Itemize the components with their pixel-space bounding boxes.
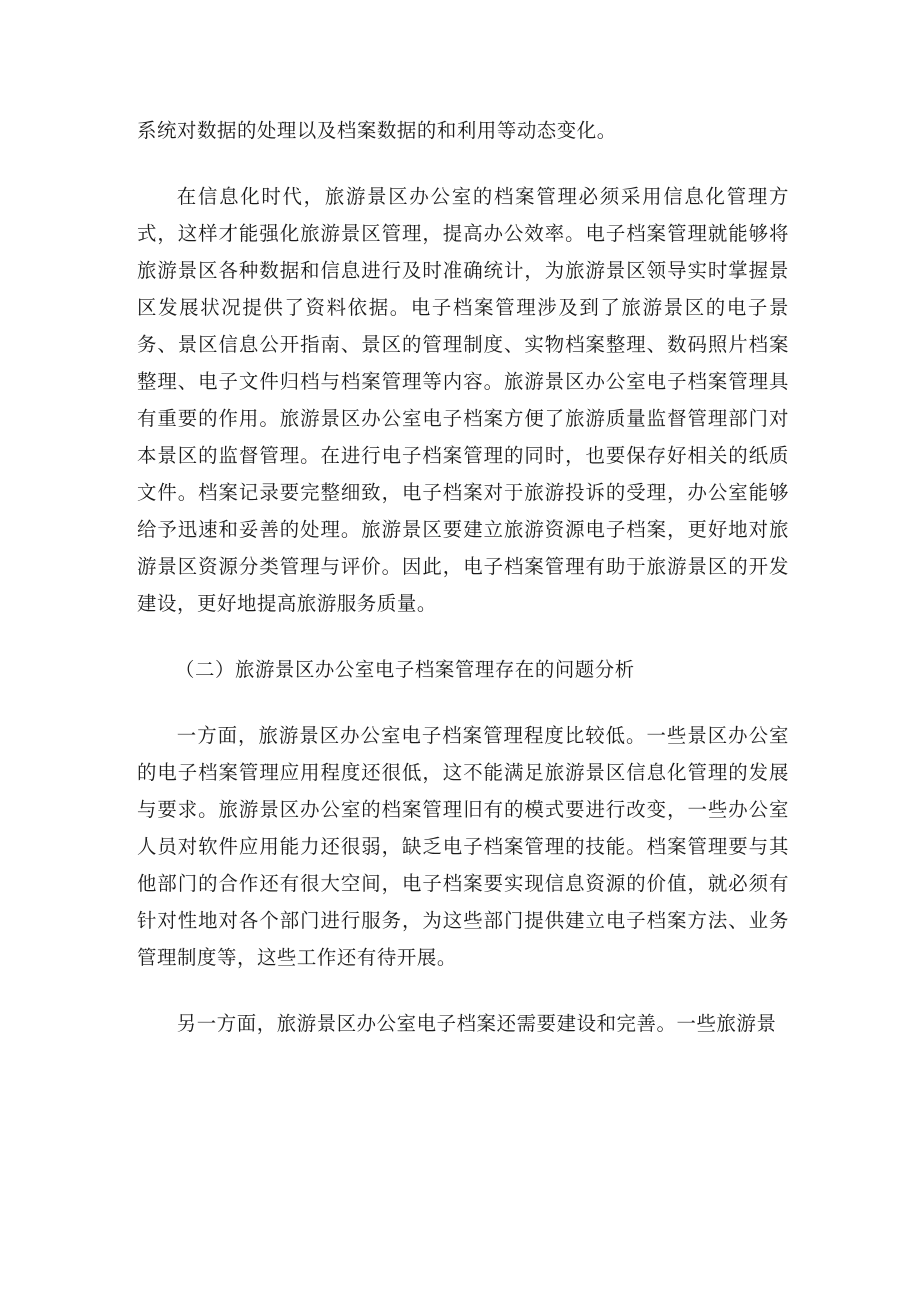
paragraph-continuation: 系统对数据的处理以及档案数据的和利用等动态变化。	[137, 119, 617, 142]
document-body	[137, 112, 789, 1042]
section-heading: （二）旅游景区办公室电子档案管理存在的问题分析	[175, 658, 635, 681]
paragraph-problem-two: 另一方面，旅游景区办公室电子档案还需要建设和完善。一些旅游景	[176, 1012, 777, 1035]
paragraph-problem-one: 一方面，旅游景区办公室电子档案管理程度比较低。一些景区办公室的电子档案管理应用程度还很低，这不能满足旅游景区信息化管理的发展与要求。旅游景区办公室的档案管理旧有的模式要进行改变，一些办公室人员对软件应用能力还很弱，缺乏电子档案管理的技能。档案管理要与其他部门的合作还有很大空间，电子档案要实现信息资源的价值，就必须有针对性地对各个部门进行服务，为这些部门提供建立电子档案方法、业务管理制度等，这些工作还有待开展。	[137, 724, 789, 969]
paragraph-informatization: 在信息化时代，旅游景区办公室的档案管理必须采用信息化管理方式，这样才能强化旅游景区管理，提高办公效率。电子档案管理就能够将旅游景区各种数据和信息进行及时准确统计，为旅游景区领导实时掌握景区发展状况提供了资料依据。电子档案管理涉及到了旅游景区的电子景务、景区信息公开指南、景区的管理制度、实物档案整理、数码照片档案整理、电子文件归档与档案管理等内容。旅游景区办公室电子档案管理具有重要的作用。旅游景区办公室电子档案方便了旅游质量监督管理部门对本景区的监督管理。在进行电子档案管理的同时，也要保存好相关的纸质文件。档案记录要完整细致，电子档案对于旅游投诉的受理，办公室能够给予迅速和妥善的处理。旅游景区要建立旅游资源电子档案，更好地对旅游景区资源分类管理与评价。因此，电子档案管理有助于旅游景区的开发建设，更好地提高旅游服务质量。	[137, 185, 789, 615]
